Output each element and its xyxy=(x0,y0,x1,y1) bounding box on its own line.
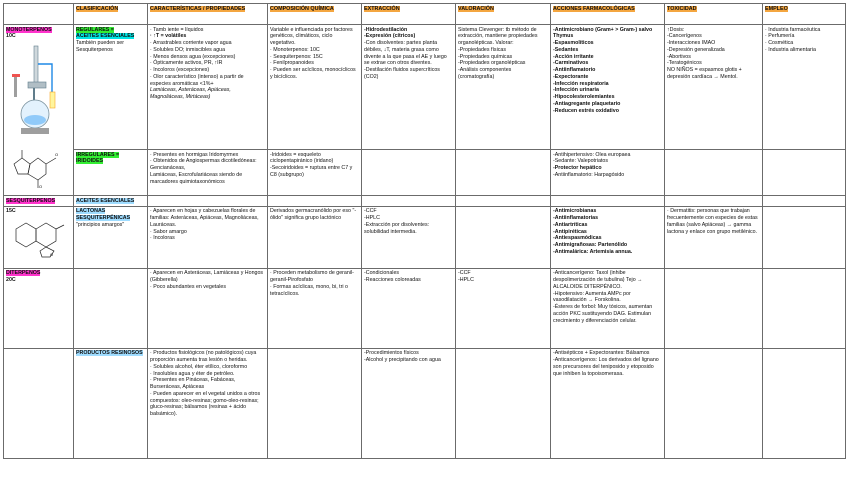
empleo-irregulares xyxy=(763,150,846,196)
family-cell-sesquiterpenos: SESQUITERPENOS xyxy=(4,196,74,207)
empleo-regulares: · Industria farmacéutica · Perfumería · Cosmética · Industria alimentaria xyxy=(763,25,846,150)
family-cell-empty xyxy=(4,348,74,458)
empleo-lactonas xyxy=(763,206,846,268)
acciones-diterpenos: -Anticancerígeno: Taxol (inhibe despolimerización de tubulina) Tejo → ALCALOIDE DITERPÉNICO. -Hipotensivo: Aumenta AMPc por vasodilatación → Forskolina. -Ésteres de forbol: Muy tóxicos, aumentan acción PKC sustituyendo DAG. Estimulan crecimiento y diferenciación celular. xyxy=(551,268,665,348)
valoracion-diterpenos: -CCF -HPLC xyxy=(456,268,551,348)
family-cell-diterpenos: DITERPENOS 20C xyxy=(4,268,74,348)
svg-text:O: O xyxy=(55,152,59,158)
row-diterpenos-general xyxy=(4,268,846,348)
terpenos-table xyxy=(3,3,846,459)
extraccion-regulares: -Hidrodestilación -Expresión (cítricos) -Con disolventes: partes planta débiles, ↓T, materia grasa como divente a la que pasa el AE y luego se extrae con otros diventes. -Destilación fluidos supercríticos (CO2) xyxy=(362,25,456,150)
row-diterpenos-resinosos xyxy=(4,348,846,458)
header-toxicidad: TOXICIDAD xyxy=(665,4,763,25)
acciones-irregulares: -Antihipertensivo: Olea europaea -Sedante: Valepotriatos -Protector hepático -Antiinflamatorio: Harpagósido xyxy=(551,150,665,196)
empty-cell xyxy=(456,196,551,207)
caracteristicas-resinosos: · Productos fisiológicos (no patológicos) cuya proporción aumenta tras lesión o heridas. · Solubles alcohol, éter etílico, cloroformo · Insolubles agua y éter de petróleo. · Presentes en Pináceas, Fabáceas, Burseráceas, Apiáceas · Pueden aparecer en el vegetal unidos a otros compuestos: oleo-resinas; gomo-oleo-resinas; gluco-resinas; bálsamos (resinas + ácido balsámico). xyxy=(148,348,268,458)
clasificacion-lactonas: LACTONAS SESQUITERPÉNICAS "principios amargos" xyxy=(74,206,148,268)
svg-text:O: O xyxy=(50,252,54,258)
row-sesquiterpenos-ae xyxy=(4,196,846,207)
extraccion-resinosos: -Procedimientos físicos -Alcohol y precipitando con agua xyxy=(362,348,456,458)
iridoid-structure-illustration xyxy=(6,146,68,190)
caracteristicas-diterpenos: · Aparecen en Asteráceas, Lamiáceas y Hongos (Gibberella) · Poco abundantes en vegetales xyxy=(148,268,268,348)
valoracion-resinosos xyxy=(456,348,551,458)
acciones-regulares: -Antimicrobiano (Gram+ > Gram-) salvo Thymus -Espasmolíticos -Sedantes -Acción irritante -Carminativos -Antiinflamatorio -Expectorante -Infección respiratoria -Infección urinaria -Hipocolesterolemiantes -Antiagregante plaquetario -Reducen estrés oxidativo xyxy=(551,25,665,150)
valoracion-lactonas xyxy=(456,206,551,268)
empleo-resinosos xyxy=(763,348,846,458)
header-clasificacion: CLASIFICACIÓN xyxy=(74,4,148,25)
valoracion-irregulares xyxy=(456,150,551,196)
header-empty xyxy=(4,4,74,25)
row-monoterpenos-regulares xyxy=(4,25,846,150)
extraccion-irregulares xyxy=(362,150,456,196)
toxicidad-resinosos xyxy=(665,348,763,458)
toxicidad-irregulares xyxy=(665,150,763,196)
row-monoterpenos-irregulares xyxy=(4,150,846,196)
empty-cell xyxy=(551,196,665,207)
toxicidad-lactonas: · Dermatitis: personas que trabajan frecuentemente con especies de estas familias (salvo Apiáceas) → gamma lactona y enlace con grupo metilénico. xyxy=(665,206,763,268)
toxicidad-regulares: ↑Dosis: -Cancerígenos -Interacciones IMAO -Depresión generalizada -Abortivos -Teratogénicos NO NIÑOS = espasmos glotis + depresión cardíaca → Mentol. xyxy=(665,25,763,150)
empleo-diterpenos xyxy=(763,268,846,348)
extraccion-diterpenos: -Condicionales -Reacciones coloreadas xyxy=(362,268,456,348)
composicion-irregulares: -Iridoides = esqueleto ciclopentapiránico (iridano) -Secoiridoides = ruptura entre C7 y C8 (subgrupo) xyxy=(268,150,362,196)
header-valoracion: VALORACIÓN xyxy=(456,4,551,25)
clasificacion-ae: ACEITES ESENCIALES xyxy=(74,196,148,207)
header-extraccion: EXTRACCIÓN xyxy=(362,4,456,25)
acciones-lactonas: -Antimicrobianas -Antiinflamatorias -Antiartríticas -Antipiréticas -Antiespasmódicas -Antimigrañosas: Partenólido -Antimalárica: Artemisia annua. xyxy=(551,206,665,268)
caracteristicas-lactonas: · Aparecen en hojas y cabezuelas florales de familias: Asteráceas, Apiáceas, Magnoliáceas, Lauráceas. · Sabor amargo · Incoloras xyxy=(148,206,268,268)
header-acciones: ACCIONES FARMACOLÓGICAS xyxy=(551,4,665,25)
clasificacion-regulares: REGULARES = ACEITES ESENCIALES También pueden ser Sesquiterpenos xyxy=(74,25,148,150)
composicion-diterpenos: · Proceden metabolismo de geranil-geranil-Pirofosfato · Formas acíclicas, mono, bi, tri o tetracíclicos. xyxy=(268,268,362,348)
header-caracteristicas: CARACTERÍSTICAS / PROPIEDADES xyxy=(148,4,268,25)
valoracion-regulares: Sistema Clevenger: tb método de extracción, mantiene propiedades organolépticas. Valorar: -Propiedades físicas -Propiedades químicas -Propiedades organolépticas -Análisis componentes (cromatografía) xyxy=(456,25,551,150)
header-row xyxy=(4,4,846,25)
caracteristicas-irregulares: · Presentes en hormigas Iridomyrmex · Obtenidos de Angiospermas dicotiledóneas: Gencianáceas, Lamiáceas, Escrofulariáceas siendo de marcadores quimiotaxonómicos xyxy=(148,150,268,196)
extraccion-lactonas: -CCF -HPLC -Extracción por disolventes: solubilidad intermedia. xyxy=(362,206,456,268)
caracteristicas-regulares: · Tamb iente = líquidos · ↑T = volátiles · Arrastrables corriente vapor agua · Solubles DO; inmiscibles agua · Menos densos agua (excepciones) · Ópticamente activos, PR, ↑IR · Incoloros (excepciones) · Olor característico (intenso) a partir de especies aromáticas <1%+ Lamiáceas, Asteráceas, Apiáceas, Magnoliáceas, Mirtáceas) xyxy=(148,25,268,150)
empty-cell xyxy=(763,196,846,207)
carbons-cell-sesquiterpenos: 15C O xyxy=(4,206,74,268)
clasificacion-resinosos: PRODUCTOS RESINOSOS xyxy=(74,348,148,458)
composicion-lactonas: Derivados germacranólido por eso "-ólido" significa grupo lactónico xyxy=(268,206,362,268)
empty-cell xyxy=(148,196,268,207)
empty-cell xyxy=(362,196,456,207)
toxicidad-diterpenos xyxy=(665,268,763,348)
lactone-structure-illustration xyxy=(6,215,68,259)
family-cell-monoterpenos: MONOTERPENOS 10C O O xyxy=(4,25,74,196)
header-composicion: COMPOSICIÓN QUÍMICA xyxy=(268,4,362,25)
acciones-resinosos: -Antisépticos + Expectorantes: Bálsamos -Anticancerígenos: Los derivados del lignano son precursores del teniposido y etoposido que inhiben la topoisomerasa. xyxy=(551,348,665,458)
clasificacion-diterpenos xyxy=(74,268,148,348)
composicion-resinosos xyxy=(268,348,362,458)
empty-cell xyxy=(665,196,763,207)
composicion-regulares: Variable e influenciada por factores genéticos, climáticos, ciclo vegetativo. · Monoterpenos: 10C · Sesquiterpenos: 15C · Fenilpropanoides · Pueden ser acíclicos, monocíclicos y bicíclicos. xyxy=(268,25,362,150)
row-sesquiterpenos-lactonas xyxy=(4,206,846,268)
header-empleo: EMPLEO xyxy=(763,4,846,25)
clevenger-apparatus-illustration xyxy=(6,44,68,136)
empty-cell xyxy=(268,196,362,207)
clasificacion-irregulares: IRREGULARES = IRIDOIDES xyxy=(74,150,148,196)
svg-text:O: O xyxy=(39,184,43,190)
